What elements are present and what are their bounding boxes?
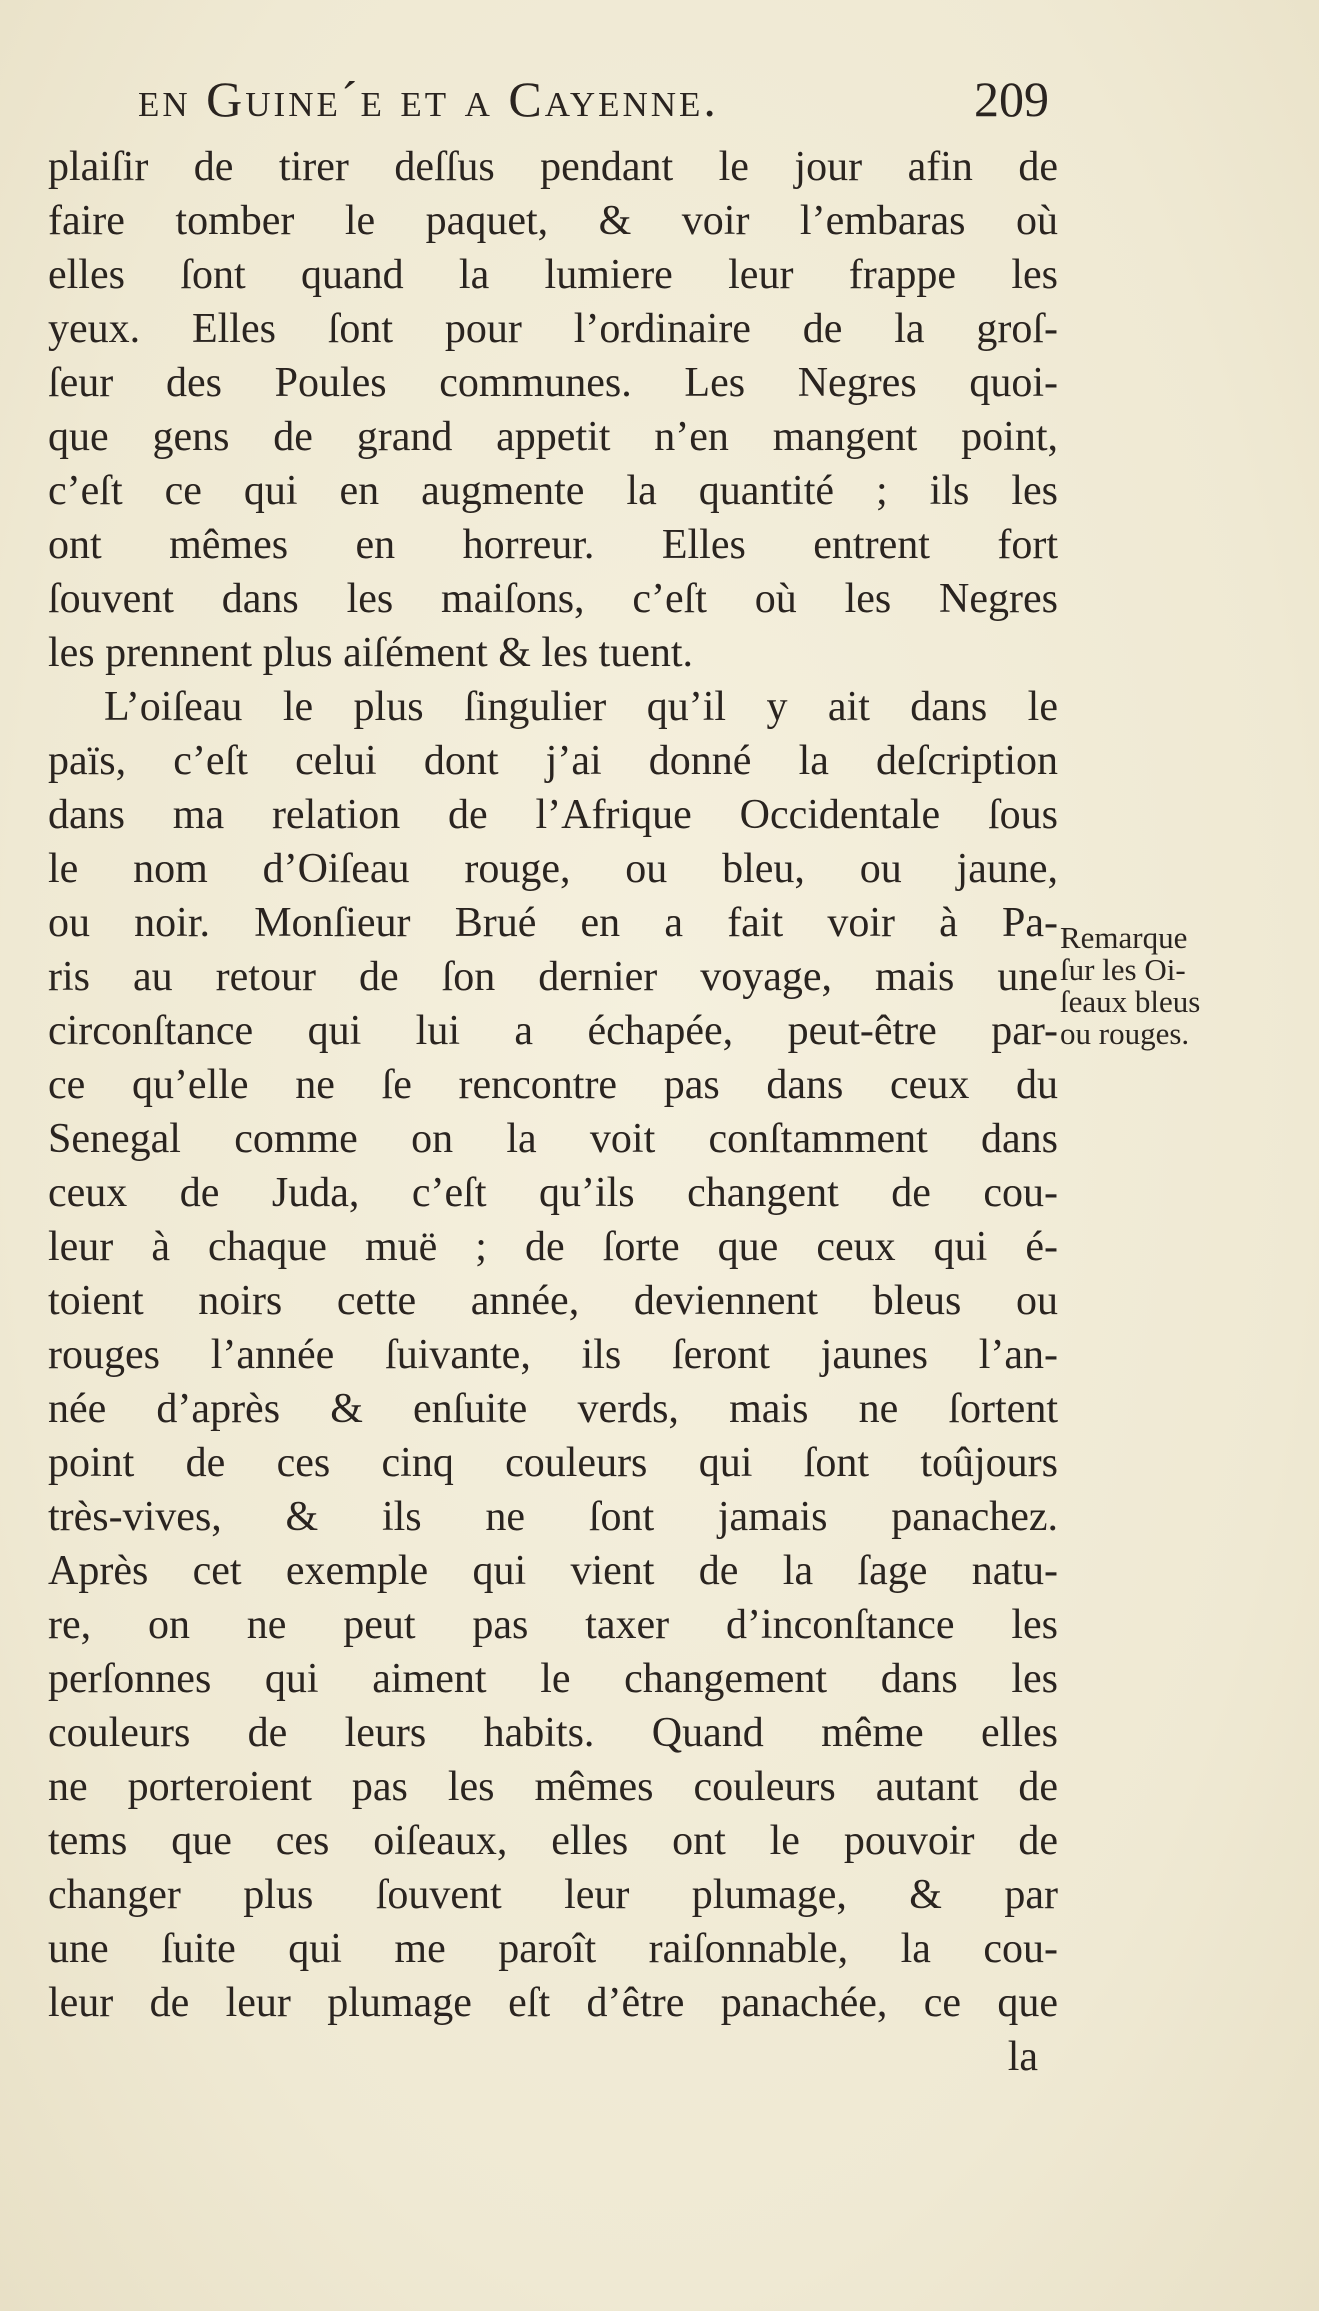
body-text <box>48 140 1058 2084</box>
text-line: ſouvent dans les maiſons, c’eſt où les Negres <box>48 576 1058 622</box>
text-line: faire tomber le paquet, & voir l’embaras où <box>48 198 1058 244</box>
text-line: rouges l’année ſuivante, ils ſeront jaunes l’an- <box>48 1332 1058 1378</box>
text-line: toient noirs cette année, deviennent bleus ou <box>48 1278 1058 1324</box>
text-line: païs, c’eſt celui dont j’ai donné la deſcription <box>48 738 1058 784</box>
text-line: elles ſont quand la lumiere leur frappe les <box>48 252 1058 298</box>
margin-note-line: ſeaux bleus <box>1060 984 1201 1019</box>
paragraph-start-line: L’oiſeau le plus ſingulier qu’il y ait dans le <box>104 684 1058 730</box>
text-line: perſonnes qui aiment le changement dans les <box>48 1656 1058 1702</box>
text-line: changer plus ſouvent leur plumage, & par <box>48 1872 1058 1918</box>
text-line: ris au retour de ſon dernier voyage, mais une <box>48 954 1058 1000</box>
margin-note-line: ou rouges. <box>1060 1016 1190 1051</box>
text-line: ont mêmes en horreur. Elles entrent fort <box>48 522 1058 568</box>
text-line: ne porteroient pas les mêmes couleurs autant de <box>48 1764 1058 1810</box>
text-line: c’eſt ce qui en augmente la quantité ; ils les <box>48 468 1058 514</box>
text-line: une ſuite qui me paroît raiſonnable, la cou- <box>48 1926 1058 1972</box>
margin-note <box>1060 922 1305 1050</box>
text-line: plaiſir de tirer deſſus pendant le jour afin de <box>48 144 1058 190</box>
text-line: ce qu’elle ne ſe rencontre pas dans ceux du <box>48 1062 1058 1108</box>
text-line: re, on ne peut pas taxer d’inconſtance les <box>48 1602 1058 1648</box>
text-line: yeux. Elles ſont pour l’ordinaire de la groſ- <box>48 306 1058 352</box>
catchword: la <box>1007 2034 1038 2080</box>
page-header <box>138 70 1058 130</box>
text-line: Senegal comme on la voit conſtamment dans <box>48 1116 1058 1162</box>
text-line: ceux de Juda, c’eſt qu’ils changent de cou- <box>48 1170 1058 1216</box>
text-line: que gens de grand appetit n’en mangent point, <box>48 414 1058 460</box>
text-line: couleurs de leurs habits. Quand même elles <box>48 1710 1058 1756</box>
text-line: circonſtance qui lui a échapée, peut-être par- <box>48 1008 1058 1054</box>
text-line: ou noir. Monſieur Brué en a fait voir à Pa- <box>48 900 1058 946</box>
text-line: les prennent plus aiſément & les tuent. <box>48 630 694 676</box>
text-line: tems que ces oiſeaux, elles ont le pouvoir de <box>48 1818 1058 1864</box>
text-line: dans ma relation de l’Afrique Occidentale ſous <box>48 792 1058 838</box>
text-line: ſeur des Poules communes. Les Negres quoi- <box>48 360 1058 406</box>
text-line: le nom d’Oiſeau rouge, ou bleu, ou jaune, <box>48 846 1058 892</box>
text-line: Après cet exemple qui vient de la ſage natu- <box>48 1548 1058 1594</box>
margin-note-line: ſur les Oi- <box>1060 952 1186 987</box>
page-number: 209 <box>974 71 1049 127</box>
text-line: leur à chaque muë ; de ſorte que ceux qui é- <box>48 1224 1058 1270</box>
text-line: née d’après & enſuite verds, mais ne ſortent <box>48 1386 1058 1432</box>
text-line: point de ces cinq couleurs qui ſont toûjours <box>48 1440 1058 1486</box>
text-line: leur de leur plumage eſt d’être panachée, ce que <box>48 1980 1058 2026</box>
running-title: en Guine´e et a Cayenne. <box>138 71 719 127</box>
margin-note-line: Remarque <box>1060 920 1188 955</box>
text-line: très-vives, & ils ne ſont jamais panachez. <box>48 1494 1058 1540</box>
